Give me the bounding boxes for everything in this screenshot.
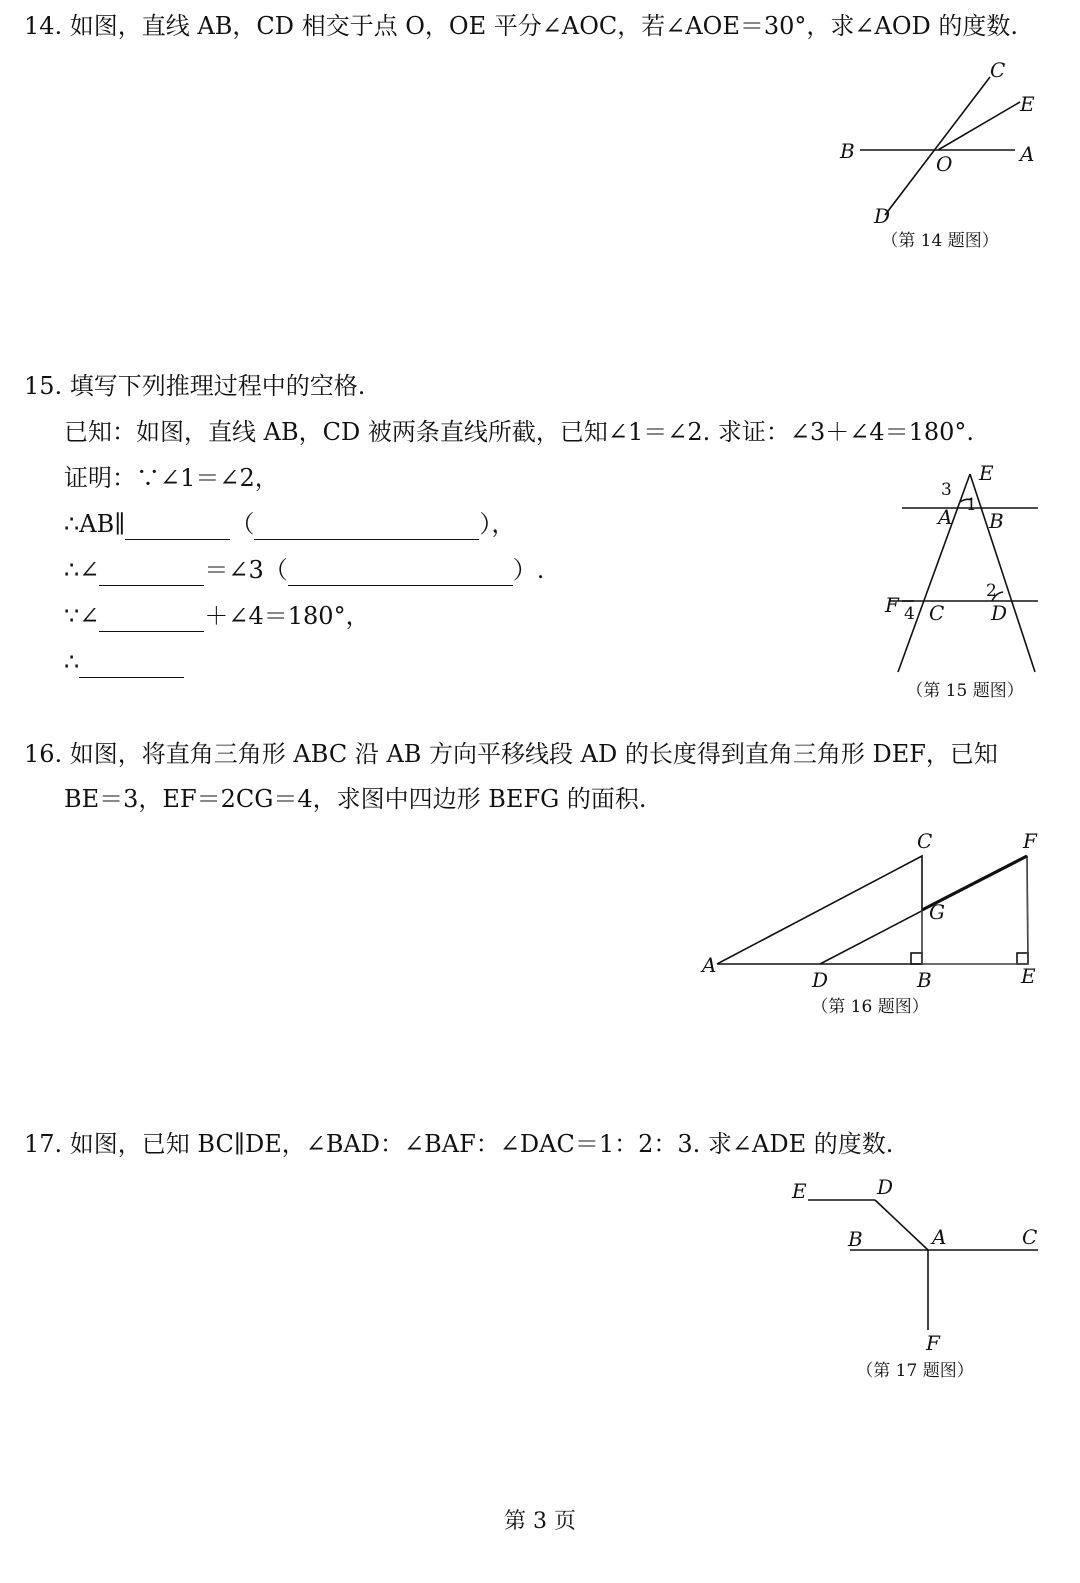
- q16-label-g: G: [929, 900, 945, 924]
- line-cd: [885, 77, 990, 215]
- q17-label-c: C: [1022, 1225, 1038, 1249]
- q16-figure: [695, 825, 1055, 1000]
- q15-line2-prefix: ∴∠: [64, 556, 100, 584]
- q17-caption: （第 17 题图）: [856, 1361, 974, 1381]
- q15-figure: [880, 462, 1050, 677]
- q14-label-e: E: [1020, 92, 1035, 116]
- q15-line1: [64, 508, 515, 540]
- q16-caption: （第 16 题图）: [811, 997, 929, 1017]
- q15-title: 15. 填写下列推理过程中的空格.: [24, 372, 366, 400]
- transversal-left: [898, 474, 970, 672]
- transversal-right: [970, 474, 1035, 672]
- q16-label-d: D: [812, 968, 829, 992]
- q14-label-d: D: [874, 204, 891, 228]
- q15-line1-open: （: [230, 510, 255, 538]
- q14-label-a: A: [1020, 142, 1035, 166]
- q15-proof-head: 证明：∵∠1＝∠2，: [64, 464, 279, 492]
- q14-label-c: C: [990, 58, 1006, 82]
- q15-line4-prefix: ∴: [64, 648, 80, 676]
- q15-label-b: B: [989, 509, 1004, 533]
- q14-figure: [830, 55, 1050, 235]
- q15-line1-prefix: ∴AB∥: [64, 510, 126, 538]
- q15-blank-3[interactable]: [99, 559, 204, 586]
- q17-figure: [780, 1170, 1050, 1360]
- q15-blank-2[interactable]: [254, 513, 479, 540]
- q15-line2-mid: ＝∠3（: [204, 556, 288, 584]
- q15-blank-4[interactable]: [288, 559, 513, 586]
- q16-line2: BE＝3，EF＝2CG＝4，求图中四边形 BEFG 的面积.: [64, 785, 647, 813]
- ray-oe: [938, 102, 1020, 150]
- page-number: 第 3 页: [504, 1509, 576, 1534]
- q15-line3: [64, 600, 370, 632]
- q14-label-o: O: [936, 152, 953, 176]
- line-da: [875, 1200, 928, 1250]
- q16-label-b: B: [917, 968, 932, 992]
- q15-line4: [64, 646, 184, 678]
- q15-blank-6[interactable]: [79, 651, 184, 678]
- q14-label-b: B: [840, 139, 855, 163]
- right-angle-e: [1017, 953, 1028, 964]
- q15-label-4: 4: [904, 604, 915, 624]
- q16-label-a: A: [702, 953, 717, 977]
- q15-label-d: D: [991, 601, 1008, 625]
- q15-line3-suffix: ＋∠4＝180°，: [204, 602, 370, 630]
- q15-label-1: 1: [966, 495, 977, 515]
- q14-text: 14. 如图，直线 AB，CD 相交于点 O，OE 平分∠AOC，若∠AOE＝30°，求∠AOD 的度数.: [24, 12, 1019, 40]
- triangle-abc: [717, 856, 922, 964]
- q15-line2: [64, 554, 544, 586]
- q15-label-2: 2: [986, 581, 997, 601]
- q15-label-3: 3: [941, 480, 952, 500]
- q15-label-f: F: [885, 593, 899, 617]
- q15-blank-5[interactable]: [99, 605, 204, 632]
- q17-label-d: D: [877, 1175, 894, 1199]
- q15-label-e: E: [979, 461, 994, 485]
- q15-given: 已知：如图，直线 AB，CD 被两条直线所截，已知∠1＝∠2. 求证：∠3＋∠4＝180°.: [64, 418, 975, 446]
- q15-blank-1[interactable]: [125, 513, 230, 540]
- q15-label-a: A: [938, 505, 953, 529]
- q17-label-f: F: [926, 1331, 940, 1355]
- q14-caption: （第 14 题图）: [881, 231, 999, 251]
- right-angle-b: [911, 953, 922, 964]
- q17-label-b: B: [848, 1227, 863, 1251]
- q17-label-e: E: [792, 1179, 807, 1203]
- q15-caption: （第 15 题图）: [906, 681, 1024, 701]
- q15-line2-suffix: ）.: [512, 556, 545, 584]
- q16-label-f: F: [1023, 829, 1037, 853]
- q15-line1-close: ），: [479, 510, 516, 538]
- q16-line1: 16. 如图，将直角三角形 ABC 沿 AB 方向平移线段 AD 的长度得到直角三角形 DEF，已知: [24, 740, 998, 768]
- q17-text: 17. 如图，已知 BC∥DE，∠BAD：∠BAF：∠DAC＝1：2：3. 求∠ADE 的度数.: [24, 1130, 894, 1158]
- q15-label-c: C: [929, 601, 945, 625]
- q17-label-a: A: [932, 1225, 947, 1249]
- q16-label-e: E: [1021, 964, 1036, 988]
- q16-label-c: C: [917, 829, 933, 853]
- q15-line3-prefix: ∵∠: [64, 602, 100, 630]
